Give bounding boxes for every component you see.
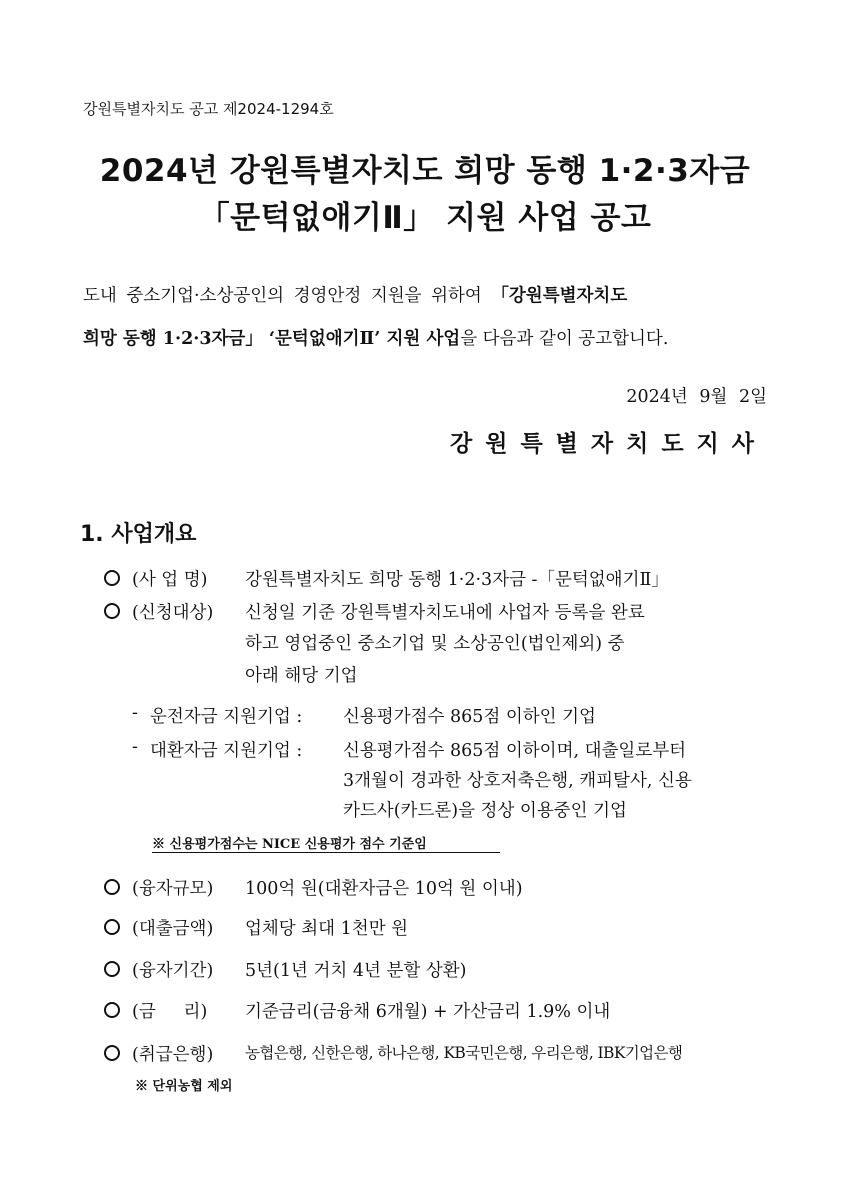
sub-item-value: 신용평가점수 865점 이하인 기업 [343,707,596,727]
circle-bullet-icon [104,919,120,935]
dash-bullet: - [132,737,138,757]
sub-item-label: 대환자금 지원기업 : [150,741,303,761]
intro-line1 [83,282,627,307]
item-label: (신청대상) [132,603,214,623]
item-label: (사 업 명) [132,570,208,590]
item-label: (융자규모) [132,879,214,899]
signer: 강원특별자치도지사 [450,430,767,457]
circle-bullet-icon [104,570,120,586]
intro-line2 [83,325,668,350]
intro-line1-text: 도내 중소기업·소상공인의 경영안정 지원을 위하여 [83,286,492,306]
bank-note: ※ 단위농협 제외 [135,1079,233,1094]
sub-item-value: 3개월이 경과한 상호저축은행, 캐피탈사, 신용 [343,771,692,791]
dash-bullet: - [132,703,138,723]
circle-bullet-icon [104,1002,120,1018]
item-value: 100억 원(대환자금은 10억 원 이내) [245,879,523,899]
page-title-line1: 2024년 강원특별자치도 희망 동행 1·2·3자금 [99,153,751,189]
item-label: (융자기간) [132,961,214,981]
page-title-line2: 「문턱없애기Ⅱ」 지원 사업 공고 [198,200,652,236]
intro-line1-bold: 「강원특별자치도 [491,286,628,306]
item-value: 신청일 기준 강원특별자치도내에 사업자 등록을 완료 [245,603,645,623]
intro-line2-bold: 희망 동행 1·2·3자금」 ‘문턱없애기Ⅱ’ 지원 사업 [83,329,461,349]
item-value: 아래 해당 기업 [245,666,358,686]
item-label: (대출금액) [132,919,214,939]
sub-item-label: 운전자금 지원기업 : [150,707,303,727]
circle-bullet-icon [104,603,120,619]
intro-line2-text: 을 다음과 같이 공고합니다. [460,329,669,349]
item-value: 하고 영업중인 중소기업 및 소상공인(법인제외) 중 [245,634,625,654]
item-label: (취급은행) [132,1045,214,1065]
sub-item-value: 카드사(카드론)을 정상 이용중인 기업 [343,801,627,821]
section-heading: 1. 사업개요 [80,522,197,547]
announcement-date: 2024년 9월 2일 [626,387,767,407]
note-underline [152,852,500,853]
item-value: 5년(1년 거치 4년 분할 상환) [245,961,467,981]
circle-bullet-icon [104,1045,120,1061]
credit-note: ※ 신용평가점수는 NICE 신용평가 점수 기준임 [152,837,427,852]
item-value: 농협은행, 신한은행, 하나은행, KB국민은행, 우리은행, IBK기업은행 [245,1044,683,1062]
sub-item-value: 신용평가점수 865점 이하이며, 대출일로부터 [343,741,687,761]
item-label: (금 리) [132,1002,208,1022]
item-value: 기준금리(금융채 6개월) + 가산금리 1.9% 이내 [245,1002,611,1022]
item-value: 강원특별자치도 희망 동행 1·2·3자금 -「문턱없애기Ⅱ」 [245,570,669,590]
circle-bullet-icon [104,961,120,977]
item-value: 업체당 최대 1천만 원 [245,919,409,939]
notice-number: 강원특별자치도 공고 제2024-1294호 [83,100,334,118]
circle-bullet-icon [104,879,120,895]
